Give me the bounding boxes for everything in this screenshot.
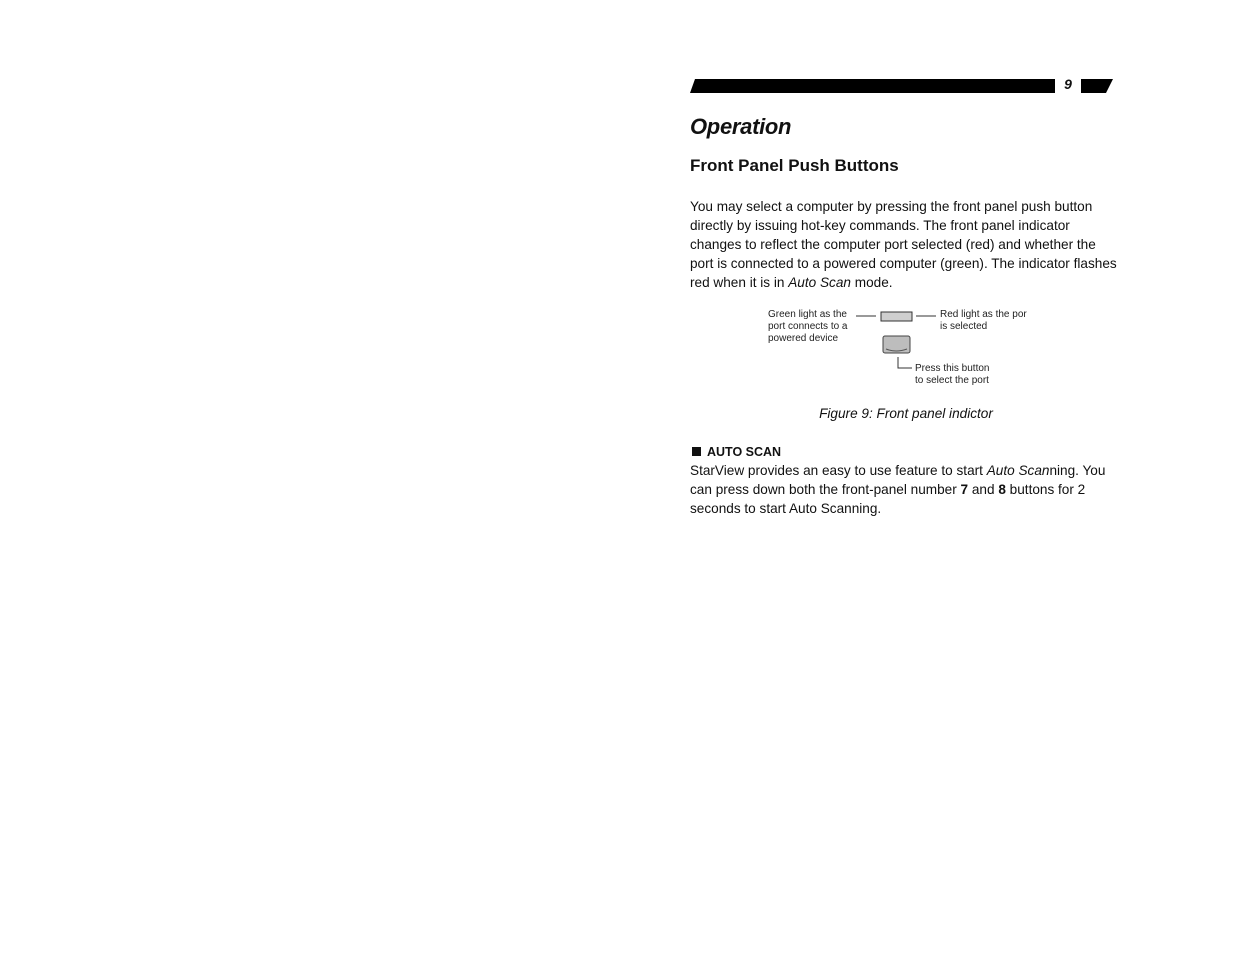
front-panel-figure (766, 305, 1046, 395)
auto-scan-heading: AUTO SCAN (692, 445, 781, 459)
square-bullet-icon (692, 447, 701, 456)
push-button-icon (883, 336, 910, 353)
page-number: 9 (1064, 76, 1072, 92)
auto-scan-paragraph: StarView provides an easy to use feature to start Auto Scanning. You can press down both the front-panel number 7 and 8 buttons for 2 seconds to start Auto Scanning. (690, 463, 1106, 516)
subsection-title: Front Panel Push Buttons (690, 156, 899, 175)
section-title: Operation (690, 114, 792, 139)
intro-paragraph: You may select a computer by pressing the front panel push button directly by issuing hot-key commands. The front panel indicator changes to reflect the computer port selected (red) and whether the port is connected to a powered computer (green). The indicator flashes red when it is in Auto Scan mode. (690, 199, 1117, 290)
figure-caption: Figure 9: Front panel indictor (819, 406, 993, 421)
press-button-label: Press this button to select the port (915, 363, 990, 386)
green-light-label: Green light as the port connects to a powered device (768, 309, 848, 344)
red-light-label: Red light as the por is selected (940, 309, 1027, 332)
auto-scan-emphasis: Auto Scan (788, 275, 851, 290)
header-bar (690, 78, 1115, 94)
indicator-light (881, 312, 912, 321)
